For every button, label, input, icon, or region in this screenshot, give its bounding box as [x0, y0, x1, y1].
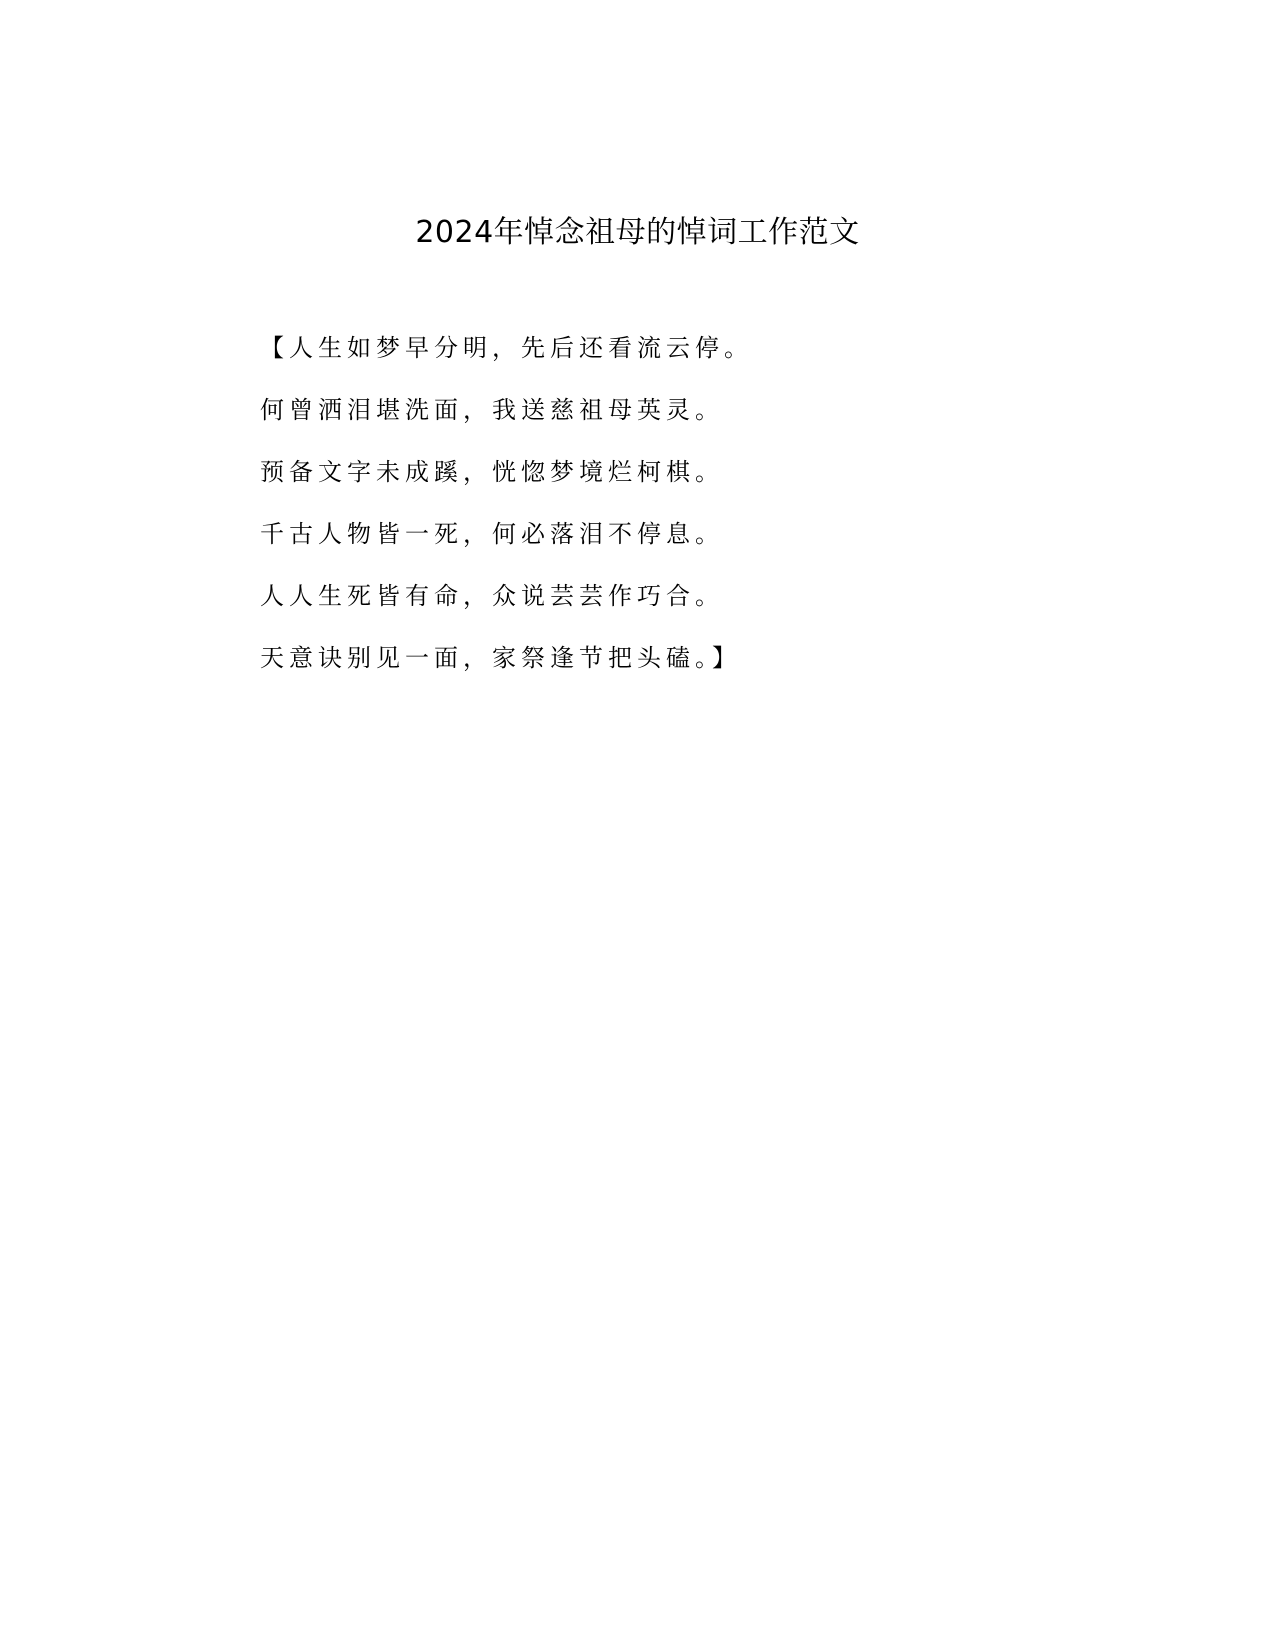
poem-line: 预备文字未成蹊，恍惚梦境烂柯棋。 — [260, 458, 724, 486]
poem-line: 天意诀别见一面，家祭逢节把头磕。】 — [260, 644, 741, 672]
poem-body — [260, 331, 1020, 703]
poem-line: 千古人物皆一死，何必落泪不停息。 — [260, 520, 724, 548]
poem-line: 【人生如梦早分明，先后还看流云停。 — [260, 334, 753, 362]
poem-line: 人人生死皆有命，众说芸芸作巧合。 — [260, 582, 724, 610]
document-title: 2024年悼念祖母的悼词工作范文 — [415, 215, 860, 250]
poem-line: 何曾洒泪堪洗面，我送慈祖母英灵。 — [260, 396, 724, 424]
